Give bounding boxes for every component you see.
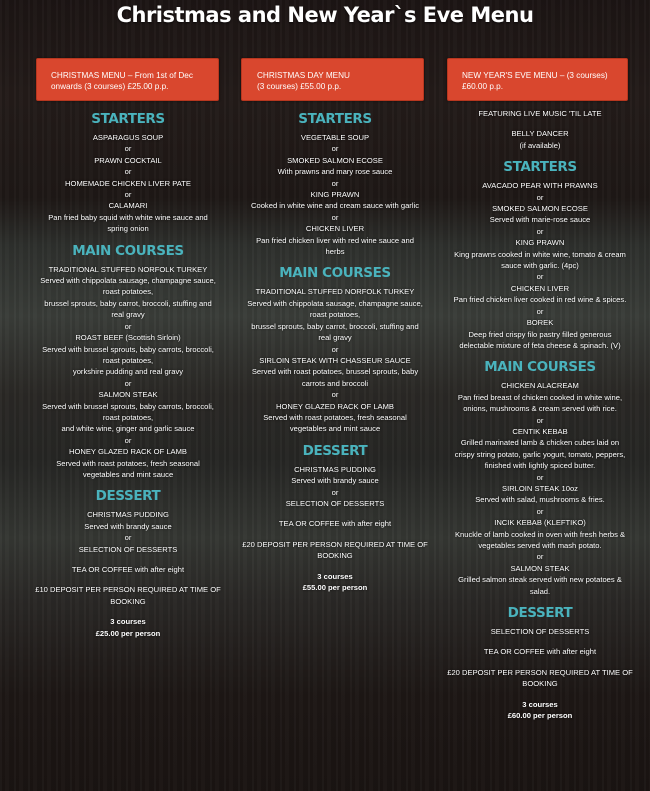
menu-line: or <box>536 306 544 316</box>
menu-line: SIRLOIN STEAK WITH CHASSEUR SAUCE <box>259 355 411 365</box>
menu-line: roast potatoes, <box>102 287 154 297</box>
menu-line: Served with brandy sauce <box>291 476 379 486</box>
mains-list <box>232 286 438 434</box>
menu-line: onions, mushrooms & cream served with rice. <box>463 404 617 414</box>
menu-line: or <box>331 144 339 154</box>
menu-line: roast potatoes, <box>102 355 154 365</box>
menu-line: roast potatoes, <box>309 310 361 320</box>
dessert-heading: DESSERT <box>95 488 161 505</box>
menu-line: crispy string potato, garlic yogurt, tomato, peppers, <box>454 449 626 459</box>
christmas-menu-banner <box>36 58 219 101</box>
menu-line: Served with roast potatoes, fresh seasonal <box>56 458 200 468</box>
dessert-heading: DESSERT <box>507 605 573 622</box>
menu-line: SELECTION OF DESSERTS <box>78 544 178 554</box>
page-title: Christmas and New Year`s Eve Menu <box>116 3 534 27</box>
menu-line: ASPARAGUS SOUP <box>92 133 164 142</box>
menu-line: Grilled salmon steak served with new potatoes & <box>458 575 622 585</box>
menu-line: salad. <box>529 586 551 596</box>
starters-list <box>232 132 438 257</box>
menu-line: delectable mixture of feta cheese & spinach. (V) <box>459 340 621 350</box>
menu-line: or <box>331 344 339 354</box>
banner-line: CHRISTMAS DAY MENU <box>257 71 350 80</box>
price-per-person: £55.00 per person <box>302 583 368 592</box>
menu-line: or <box>536 415 544 425</box>
price-per-person: £25.00 per person <box>95 628 161 638</box>
menu-line: CHRISTMAS PUDDING <box>87 510 169 520</box>
main-courses-heading: MAIN COURSES <box>484 359 596 376</box>
menu-line: HONEY GLAZED RACK OF LAMB <box>275 401 394 411</box>
mains-list <box>26 264 230 481</box>
menu-line: Pan fried breast of chicken cooked in white wine, <box>457 392 623 402</box>
menu-line: brussel sprouts, baby carrot, broccoli, stuffing and <box>251 321 419 331</box>
new-years-eve-menu-banner <box>447 58 628 101</box>
menu-line: CALAMARI <box>108 201 148 211</box>
menu-line: and white wine, ginger and garlic sauce <box>61 424 195 434</box>
menu-line: Deep fried crispy filo pastry filled generous <box>468 329 612 339</box>
deposit-note-line: £10 DEPOSIT PER PERSON REQUIRED AT TIME OF <box>35 585 221 595</box>
menu-line: SALMON STEAK <box>510 563 570 573</box>
menu-line: or <box>536 552 544 562</box>
menu-line: or <box>536 506 544 516</box>
starters-heading: STARTERS <box>503 159 577 176</box>
menu-line: carrots and broccoli <box>301 378 369 388</box>
belly-dancer-availability: (if available) <box>519 140 561 150</box>
courses-count: 3 courses <box>317 571 353 581</box>
christmas-menu-column <box>26 108 230 639</box>
dessert-list <box>438 626 642 637</box>
menu-line: Knuckle of lamb cooked in oven with fresh herbs & <box>454 529 626 539</box>
menu-line: CHICKEN ALACREAM <box>501 381 579 391</box>
menu-line: SMOKED SALMON ECOSE <box>287 155 383 165</box>
banner-line: (3 courses) £55.00 p.p. <box>257 82 342 91</box>
menu-line: VEGETABLE SOUP <box>300 133 370 142</box>
menu-line: or <box>124 533 132 543</box>
menu-line: PRAWN COCKTAIL <box>94 155 162 165</box>
deposit-note-line: BOOKING <box>110 596 146 606</box>
menu-line: BOREK <box>526 318 554 328</box>
christmas-day-menu-column <box>232 108 438 593</box>
menu-line: SELECTION OF DESSERTS <box>285 498 385 508</box>
menu-line: or <box>124 321 132 331</box>
menu-line: HONEY GLAZED RACK OF LAMB <box>68 447 187 457</box>
main-courses-heading: MAIN COURSES <box>279 265 391 282</box>
dessert-list <box>232 464 438 510</box>
menu-line: Served with brussel sprouts, baby carrots, broccoli, <box>42 344 214 354</box>
menu-line: Served with chippolata sausage, champagne sauce, <box>247 298 423 308</box>
menu-line: SALMON STEAK <box>98 390 158 400</box>
starters-heading: STARTERS <box>91 111 165 127</box>
menu-line: or <box>124 378 132 388</box>
menu-line: or <box>536 272 544 282</box>
banner-line: NEW YEAR'S EVE MENU – (3 courses) <box>462 71 608 80</box>
menu-line: Served with brussel sprouts, baby carrots, broccoli, <box>42 401 214 411</box>
menu-line: Cooked in white wine and cream sauce with garlic <box>251 201 419 211</box>
menu-line: or <box>536 472 544 482</box>
menu-line: INCIK KEBAB (KLEFTIKO) <box>494 518 586 528</box>
starters-list <box>26 132 230 235</box>
menu-line: CENTIK KEBAB <box>512 426 568 436</box>
menu-line: Served with marie-rose sauce <box>489 215 591 225</box>
menu-line: herbs <box>325 247 345 257</box>
banner-line: CHRISTMAS MENU – From 1st of Dec <box>51 71 193 80</box>
menu-line: finished with lightly spiced butter. <box>484 461 596 471</box>
banner-line: £60.00 p.p. <box>462 82 503 91</box>
starters-list <box>438 180 642 351</box>
christmas-day-menu-banner <box>241 58 424 101</box>
menu-line: Pan fried chicken liver with red wine sauce and <box>256 235 414 245</box>
starters-heading: STARTERS <box>298 111 372 127</box>
menu-line: Served with roast potatoes, fresh seasonal <box>263 412 407 422</box>
menu-line: SMOKED SALMON ECOSE <box>492 204 588 214</box>
menu-line: vegetables served with mash potato. <box>478 541 602 550</box>
belly-dancer-note: BELLY DANCER <box>511 129 569 139</box>
menu-line: Served with roast potatoes, brussel sprouts, baby <box>251 367 419 377</box>
menu-line: Pan fried baby squid with white wine sauce and <box>48 212 208 222</box>
dessert-heading: DESSERT <box>302 442 368 459</box>
menu-line: or <box>331 212 339 222</box>
menu-line: spring onion <box>107 224 149 234</box>
menu-line: vegetables and mint sauce <box>289 424 381 434</box>
tea-coffee-note: TEA OR COFFEE with after eight <box>278 519 392 529</box>
menu-line: With prawns and mary rose sauce <box>277 167 393 177</box>
menu-line: roast potatoes, <box>102 412 154 422</box>
menu-line: vegetables and mint sauce <box>82 469 174 479</box>
menu-line: Served with brandy sauce <box>84 521 172 531</box>
menu-line: or <box>536 226 544 236</box>
courses-count: 3 courses <box>522 699 558 709</box>
menu-line: CHICKEN LIVER <box>510 283 570 293</box>
menu-line: Grilled marinated lamb & chicken cubes laid on <box>460 438 620 448</box>
menu-line: KING PRAWN <box>310 190 360 200</box>
menu-line: ROAST BEEF (Scottish Sirloin) <box>75 333 181 343</box>
menu-line: or <box>331 390 339 400</box>
menu-line: SELECTION OF DESSERTS <box>490 627 590 637</box>
deposit-note-line: BOOKING <box>317 551 353 561</box>
menu-line: brussel sprouts, baby carrot, broccoli, stuffing and <box>44 298 212 308</box>
menu-line: sauce with garlic. (4pc) <box>501 261 579 271</box>
deposit-note-line: BOOKING <box>522 679 558 689</box>
menu-line: AVACADO PEAR WITH PRAWNS <box>482 181 598 191</box>
menu-line: TRADITIONAL STUFFED NORFOLK TURKEY <box>255 287 415 297</box>
menu-line: or <box>536 192 544 202</box>
menu-line: real gravy <box>111 310 145 320</box>
menu-line: Served with chippolata sausage, champagne sauce, <box>40 276 216 286</box>
deposit-note-line: £20 DEPOSIT PER PERSON REQUIRED AT TIME OF <box>242 539 428 549</box>
menu-line: Served with salad, mushrooms & fries. <box>475 495 605 505</box>
mains-list <box>438 380 642 597</box>
menu-line: CHICKEN LIVER <box>305 224 365 234</box>
dessert-list <box>26 509 230 555</box>
menu-line: or <box>124 190 132 200</box>
live-music-note: FEATURING LIVE MUSIC 'TIL LATE <box>478 109 602 118</box>
menu-line: or <box>331 178 339 188</box>
new-years-eve-menu-column <box>438 108 642 721</box>
tea-coffee-note: TEA OR COFFEE with after eight <box>71 565 185 574</box>
menu-line: or <box>124 144 132 154</box>
courses-count: 3 courses <box>110 617 146 627</box>
menu-line: yorkshire pudding and real gravy <box>72 367 184 377</box>
deposit-note-line: £20 DEPOSIT PER PERSON REQUIRED AT TIME OF <box>447 667 633 677</box>
menu-line: or <box>331 487 339 497</box>
menu-line: Pan fried chicken liver cooked in red wine & spices. <box>453 295 627 305</box>
menu-line: or <box>124 435 132 445</box>
menu-line: SIRLOIN STEAK 10oz <box>502 483 578 493</box>
banner-line: onwards (3 courses) £25.00 p.p. <box>51 82 169 91</box>
menu-line: KING PRAWN <box>515 238 565 248</box>
menu-line: or <box>124 167 132 177</box>
main-courses-heading: MAIN COURSES <box>72 242 184 259</box>
menu-line: King prawns cooked in white wine, tomato & cream <box>454 249 626 259</box>
tea-coffee-note: TEA OR COFFEE with after eight <box>483 647 597 657</box>
price-per-person: £60.00 per person <box>507 711 573 721</box>
menu-line: TRADITIONAL STUFFED NORFOLK TURKEY <box>48 264 208 274</box>
menu-line: real gravy <box>318 333 352 343</box>
menu-line: CHRISTMAS PUDDING <box>294 464 376 474</box>
menu-line: HOMEMADE CHICKEN LIVER PATE <box>65 178 191 188</box>
